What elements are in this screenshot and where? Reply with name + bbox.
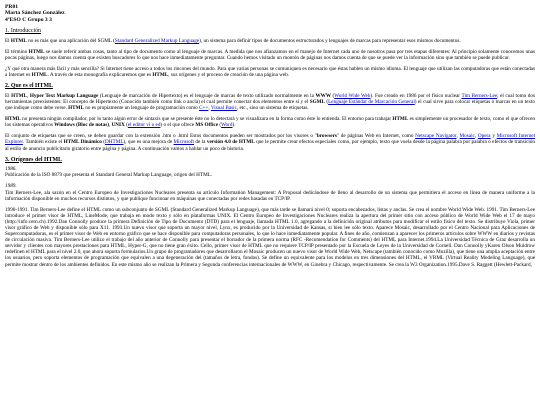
inline-link[interactable]: Microsoft Internet Explorer [5, 133, 536, 146]
text-run: de la [194, 139, 207, 146]
year-label: 1986. [5, 166, 17, 173]
paragraph [5, 66, 535, 78]
text-run: El [5, 37, 11, 44]
bold-term: HTML [392, 116, 409, 123]
text-run: , [108, 122, 112, 129]
bold-term: HTML [152, 72, 169, 79]
text-run: ) o el que ofrece [160, 122, 196, 129]
inline-link[interactable]: Opera [477, 133, 491, 140]
text-run: ) el cual sirve para colocar etiquetas o marcas en un texto que indique como debe verse. [5, 98, 535, 112]
text-run: El [5, 92, 12, 99]
text-run: , [208, 105, 211, 112]
bold-term: browsers [316, 133, 337, 140]
inline-link[interactable]: Microsoft [173, 139, 194, 146]
paragraph: Tim Berners-Lee, ala sazón en el Centro Europeo de Investigaciones Nucleares presenta su artículo Information Management: A Proposal dedicándose de lleno al desarrollo de un sistema que permitiera el acceso en línea de manera uniforme a la información disponible en muchos recursos distintos, y que publique funcionar en máquinas que conectadas por redes basadas en TCP/IP. [5, 189, 535, 202]
text-run: " de páginas Web en Internet, como [336, 133, 416, 140]
text-run: y [490, 133, 497, 140]
text-run: ), que es una mejora de [123, 139, 174, 146]
inline-link[interactable]: DHTML [105, 139, 124, 146]
text-run: . A través de esta monografía explicaremos que es [47, 72, 153, 79]
bold-term: HTML Dinámico [63, 139, 102, 146]
year-label: 1989. [5, 183, 17, 190]
text-run: , [456, 133, 460, 140]
section-title-que-es-html: 2. Que es el HTML [5, 83, 53, 90]
text-run: ). Fue creado en 1986 por el físico nuclear [370, 92, 462, 99]
bold-term: HTML [11, 92, 28, 99]
text-run: , [474, 133, 478, 140]
bold-term: MS Office [195, 122, 219, 129]
text-run: ( [218, 122, 222, 129]
inline-link[interactable]: World Wide Web [334, 92, 371, 99]
bold-term: HTML [10, 37, 27, 44]
text-run: El término [5, 48, 29, 55]
text-run: , [27, 92, 30, 99]
text-run: ), un sistema para definir tipos de documentos estructurados y lenguajes de marcas para representar esos mismos documentos. [199, 37, 461, 44]
text-run: , sus orígenes y el proceso de creación de una página web. [168, 72, 290, 79]
bold-term: WWW [315, 92, 332, 99]
document-code: PR01 [5, 4, 19, 10]
text-run: no es propiamente un lenguaje de programación como [83, 105, 200, 112]
inline-link[interactable]: Tim Berners-Lee [461, 92, 498, 99]
text-run: se suele referir ambas cosas, tanto al tipo de documento como al lenguaje de marcas. A medida que nos afianzamos en el manejo de Internet cada uno de nosotros pasa por tres etapas diferentes: Al principio solamente conocemos unas pocas páginas, luego nos damos cuenta que existen buscadores lo que nos hace inmediatamente preguntar. Cuando hemos visitado un montón de páginas nos damos cuenta de que se puede ver la información sino que también se puede publicar. [5, 48, 535, 61]
inline-link[interactable]: Netscape Navigator [415, 133, 457, 140]
paragraph [5, 93, 535, 111]
bold-term: Windows (Bloc de notas) [54, 122, 109, 129]
text-run: ( [124, 122, 128, 129]
text-run: ( [101, 139, 106, 146]
text-run: El conjunto de etiquetas que se creen, se deben guardar con la extensión .htm o .html Estos documentos pueden ser mostrados por los visores o " [5, 133, 317, 140]
text-run: . También existe el [22, 139, 64, 146]
inline-link[interactable]: Standard Generalized Markup Language [114, 37, 200, 44]
paragraph: Publicación de la ISO 8879 que presenta el Standard General Markup Language, origen del HTML. [5, 172, 213, 179]
class-group: 4ºESO C Grupo 3 3 [5, 16, 52, 23]
text-run: ; el cual tomo dos herramientas preexistentes: El concepto de Hipertexto (Conocido también como link o ancla) el cual permite conectar dos elementos entre sí y el [5, 92, 535, 105]
paragraph [5, 49, 535, 61]
text-run: es simplemente un procesador de texto, como el que ofrecen los sistemas operativos [5, 116, 535, 129]
text-run: ( [331, 92, 335, 99]
paragraph [5, 116, 535, 128]
inline-link[interactable]: Lenguaje Estándar de Marcación General [328, 98, 415, 105]
bold-term: versión 4.0 de HTML [206, 139, 255, 146]
text-run: ( [324, 98, 329, 105]
inline-link[interactable]: Visual Basic [210, 105, 237, 112]
text-run: , etc., sino un sistema de etiquetas. [236, 105, 309, 112]
inline-link[interactable]: C++ [199, 105, 209, 112]
bold-term: Hyper Text Markup Language [29, 92, 99, 99]
text-run: no es más que una aplicación del SGML ( [26, 37, 115, 44]
text-run: no presenta ningún compilador, por lo tanto algún error de sintaxis que se presente éste no lo detectará y se visualizara en la forma como éste lo entienda. El entorno para trabajar [20, 116, 393, 123]
text-run: ¿Y qué otra manera más fácil y más sencilla? Si Internet tiene acceso a todos los rincones del mundo. Para que varias personas se comuniquen es necesario que éstas hablen un mismo idioma. El lenguaje que utilizan las computadoras que están conectadas a Internet es [5, 66, 535, 79]
text-run: que le permite crear efectos especiales como, por ejemplo, texto que vuela desde la página palabra por palabra o efectos de transición al estilo de anuncio publicitario giratorio entre página y página. A continuación vamos a hablar un poco de historia. [5, 139, 535, 152]
paragraph [5, 133, 535, 151]
inline-link[interactable]: el editor vi o ed [127, 122, 161, 129]
bold-term: HTML [5, 116, 21, 123]
bold-term: HTML [28, 48, 45, 55]
text-run: ). [232, 122, 236, 129]
bold-term: HTML [68, 105, 84, 112]
bold-term: UNIX [111, 122, 125, 129]
inline-link[interactable]: Mosaic [459, 133, 475, 140]
inline-link[interactable]: Word [221, 122, 233, 129]
text-run: (Lenguaje de marcación de Hipertexto) es el lenguaje de marcas de texto utilizado normalmente en la [98, 92, 316, 99]
bold-term: SGML [309, 98, 325, 105]
author-name: Marta Sánchez González [5, 10, 65, 17]
paragraph [5, 38, 535, 44]
paragraph: 1990-1991. Tim Berners-Lee define el HTML como un subconjunto de SGML (Standard Generalized Markup Language), que más tarde se llamará nivel 0; soporta encabezados, listas y anclas. Se crea el nombre World Wide Web. 1991. Tim Berners-Lee introduce el primer visor de HTML, LineMode, que trabaja en modo texto y sólo en plataformas UNIX. El Centro Europeo de Investigaciones Nucleares realiza la apertura del primer sitio con acceso público de World Wide Web el 17 de mayo (http://info.cern.ch).1992.Dan Connolly produce la primera Definición de Tipo de Documento (DTD) para el lenguaje, llamada HTML 1.0, agregando a la definición original atributos para modificar el estilo físico del texto. Se distribuye Viola, primer visor gráfico de Web y disponible sólo para X11. 1993.Un nuevo visor que soporta un mayor nivel, Lynx, es producido por la Universidad de Kansas, si bien lee sólo texto. Aparece Mosaic, desarrollado por el Centro Nacional para Aplicaciones de Supercomputadoras, es el primer visor de Web en entorno gráfico que se hace disponible para computadoras personales, lo que lo hace inmediatamente popular. A fines de año, comienzan a aparecer los primeros artículos sobre WWW en diarios y revistas de circulación masiva. Tim Berners-Lee utilizo el trabajo del año anterior de Connolly para presentar el borrador de la primera norma (RFC -Recomendation for Comments) del HTML para Internet.1994.La Universidad Técnica de Graz desarrolla un servidor y clientes con mayores prestaciones para HTML, Hyper-G, que no tiene gran éxito. Cello, primer visor de HTML que no requiere TCP/IP presentado por la Escuela de Leyes de la Universidad de Cornell. Dan Connolly yKaren Olson Muldrow redefinen el HTML para el nivel 2.0, que ahora soporta formularios.Un grupo de programadores que desarrollaron el Mosaic producen un nuevo visor de World Wide Web, Netscape (también conocido como Mozilla), que tiene una amplia aceptación entre los usuarios, pero soporta elementos de programación que equivalen a una degeneración del (tamaños de letra, fondos). Se define un equivalente para los modelos en tres dimensiones del HTML, el VRML (Virtual Reality Modeling Language), que permite mostrar dentro de los ambientes definidos. En este mismo año se realizan la Primera y Segunda conferencias internacionales de WWW, en Ginebra y Chicago, respectivamente. Se crea la W3 Organization.1995.Dave S. Raggett (Hewlett-Packard, [5, 206, 535, 268]
bold-term: HTML [31, 72, 48, 79]
section-title-introduccion: 1. Introducción [5, 28, 41, 35]
section-title-origenes: 3. Orígenes del HTML [5, 156, 62, 163]
